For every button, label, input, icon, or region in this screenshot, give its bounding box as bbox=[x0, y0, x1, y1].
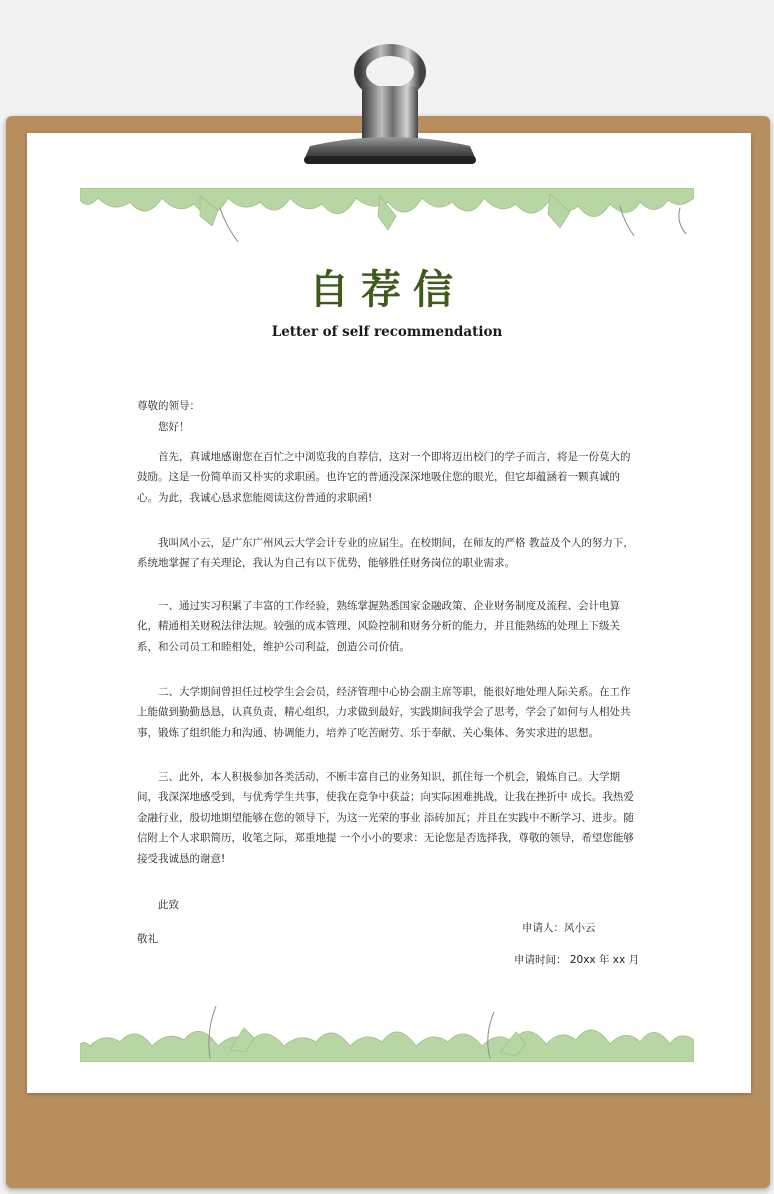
paragraph-2: 我叫风小云，是广东广州风云大学会计专业的应届生。在校期间，在师友的严格 教益及个人的努力下，系统地掌握了有关理论，我认为自己有以下优势，能够胜任财务岗位的职业需求。 bbox=[137, 536, 634, 569]
paragraph-4: 二、大学期间曾担任过校学生会会员，经济管理中心协会副主席等职，能很好地处理人际关系。在工作上能做到勤勤恳恳，认真负责，精心组织，力求做到最好，实践期间我学会了思考，学会了如何与人相处共事，锻炼了组织能力和沟通、协调能力，培养了吃苦耐劳、乐于奉献、关心集体、务实求进的思想。 bbox=[137, 685, 631, 739]
binder-clip-icon bbox=[300, 28, 480, 178]
paragraph-3: 一、通过实习积累了丰富的工作经验，熟练掌握熟悉国家金融政策、企业财务制度及流程、会计电算化，精通相关财税法律法规。较强的成本管理、风险控制和财务分析的能力，并且能熟练的处理上下级关系，和公司员工和睦相处，维护公司利益，创造公司价值。 bbox=[137, 599, 620, 653]
salutation: 尊敬的领导： bbox=[137, 400, 200, 412]
page-subtitle: Letter of self recommendation bbox=[271, 324, 503, 340]
page-title: 自荐信 bbox=[309, 266, 465, 313]
paragraph-1: 首先，真诚地感谢您在百忙之中浏览我的自荐信，这对一个即将迈出校门的学子而言，将是一份莫大的鼓励。这是一份简单而又朴实的求职函。也许它的普通没深深地吸住您的眼光，但它却蕴涵着一颗真诚的心。为此，我诚心恳求您能阅读这份普通的求职函! bbox=[137, 450, 631, 504]
application-date: 申请时间： 20xx 年 xx 月 bbox=[514, 954, 640, 966]
letter-salutation-block bbox=[137, 396, 639, 437]
closing-line-1: 此致 bbox=[158, 898, 179, 911]
applicant-signature: 申请人：风小云 bbox=[522, 922, 596, 934]
closing-line-2: 敬礼 bbox=[137, 932, 158, 945]
leaf-border-top bbox=[80, 188, 694, 244]
greeting: 您好！ bbox=[158, 420, 190, 433]
paragraph-5: 三、此外，本人积极参加各类活动，不断丰富自己的业务知识，抓住每一个机会，锻炼自己。大学期间，我深深地感受到，与优秀学生共事，使我在竞争中获益；向实际困难挑战，让我在挫折中 成长。我热爱金融行业，殷切地期望能够在您的领导下，为这一光荣的事业 添砖加瓦；并且在实践中不断学习、进步。随信附上个人求职简历，收笔之际，郑重地提 一个小小的要求：无论您是否选择我，尊敬的领导，希望您能够接受我诚恳的谢意! bbox=[137, 770, 634, 865]
leaf-border-bottom bbox=[80, 1000, 694, 1062]
